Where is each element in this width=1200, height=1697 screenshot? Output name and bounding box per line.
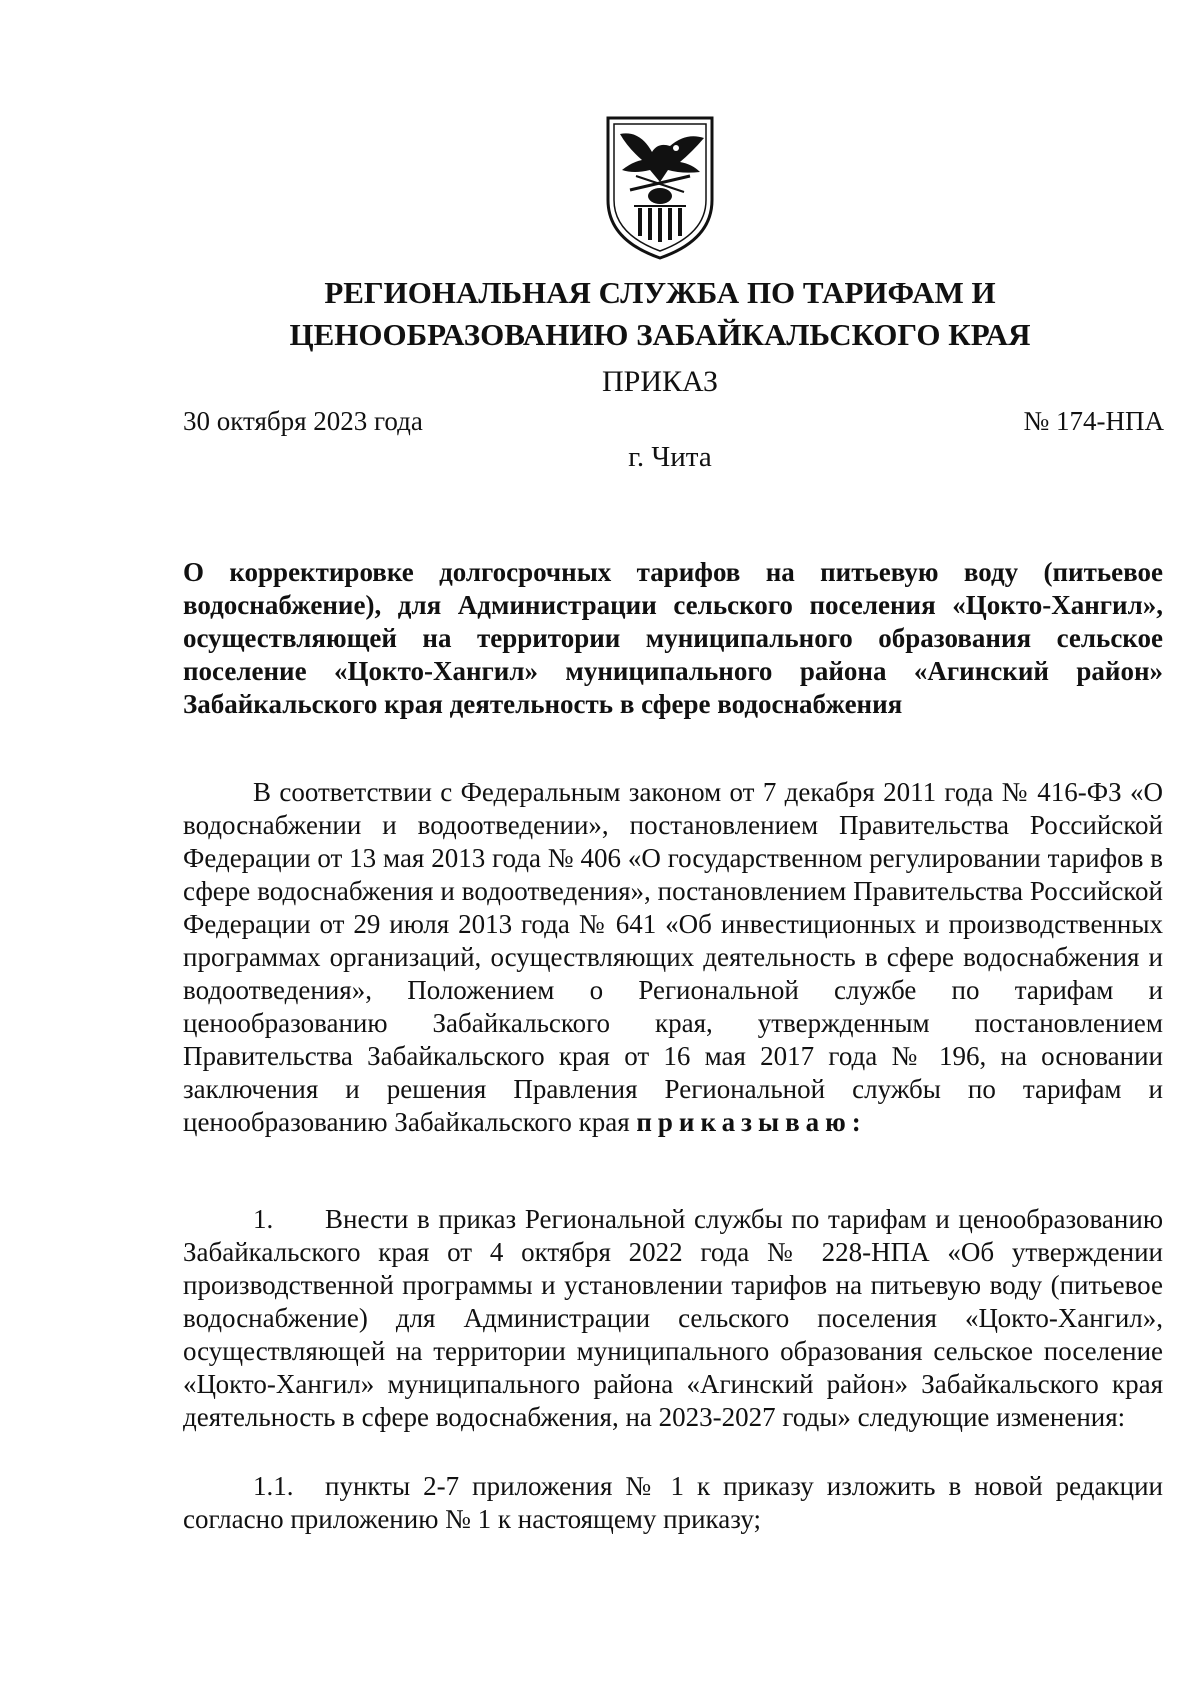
item-text: Внести в приказ Региональной службы по тарифам и ценообразованию Забайкальского края от 4 октября 2022 года № 228-НПА «Об утверждении производственной программы и установлении тарифов на питьевую воду (питьевое водоснабжение) для Администрации сельского поселения «Цокто-Хангил», осуществляющей на территории муниципального образования сельское поселение «Цокто-Хангил» муниципального района «Агинский район» Забайкальского края деятельность в сфере водоснабжения, на 2023-2027 годы» следующие изменения: — [183, 1204, 1163, 1432]
preamble-text: В соответствии с Федеральным законом от 7 декабря 2011 года № 416-ФЗ «О водоснабжении и водоотведении», постановлением Правительства Российской Федерации от 13 мая 2013 года № 406 «О государственном регулировании тарифов в сфере водоснабжения и водоотведения», постановлением Правительства Российской Федерации от 29 июля 2013 года № 641 «Об инвестиционных и производственных программах организаций, осуществляющих деятельность в сфере водоснабжения и водоотведения», Положением о Региональной службе по тарифам и ценообразованию Забайкальского края, утвержденным постановлением Правительства Забайкальского края от 16 мая 2017 года № 196, на основании заключения и решения Правления Региональной службы по тарифам и ценообразованию Забайкальского края — [183, 777, 1163, 1137]
organization-name — [150, 272, 1170, 356]
document-type: ПРИКАЗ — [602, 365, 718, 398]
order-date: 30 октября 2023 года — [183, 406, 423, 436]
item-1 — [183, 1203, 1163, 1434]
coat-of-arms-icon — [600, 112, 720, 262]
item-number: 1. — [253, 1204, 274, 1234]
organization-name-line1: РЕГИОНАЛЬНАЯ СЛУЖБА ПО ТАРИФАМ И — [324, 275, 996, 310]
item-number: 1.1. — [253, 1471, 294, 1501]
item-1-1 — [183, 1470, 1163, 1536]
order-number: № 174-НПА — [1023, 406, 1164, 436]
item-text: пункты 2-7 приложения № 1 к приказу изложить в новой редакции согласно приложению № 1 к настоящему приказу; — [183, 1471, 1163, 1534]
order-subject: О корректировке долгосрочных тарифов на питьевую воду (питьевое водоснабжение), для Администрации сельского поселения «Цокто-Хангил», осуществляющей на территории муниципального образования сельское поселение «Цокто-Хангил» муниципального района «Агинский район» Забайкальского края деятельность в сфере водоснабжения — [183, 557, 1163, 719]
city: г. Чита — [628, 441, 712, 473]
organization-name-line2: ЦЕНООБРАЗОВАНИЮ ЗАБАЙКАЛЬСКОГО КРАЯ — [289, 317, 1031, 352]
preamble-paragraph — [183, 776, 1163, 1139]
order-word: приказываю: — [636, 1107, 867, 1137]
